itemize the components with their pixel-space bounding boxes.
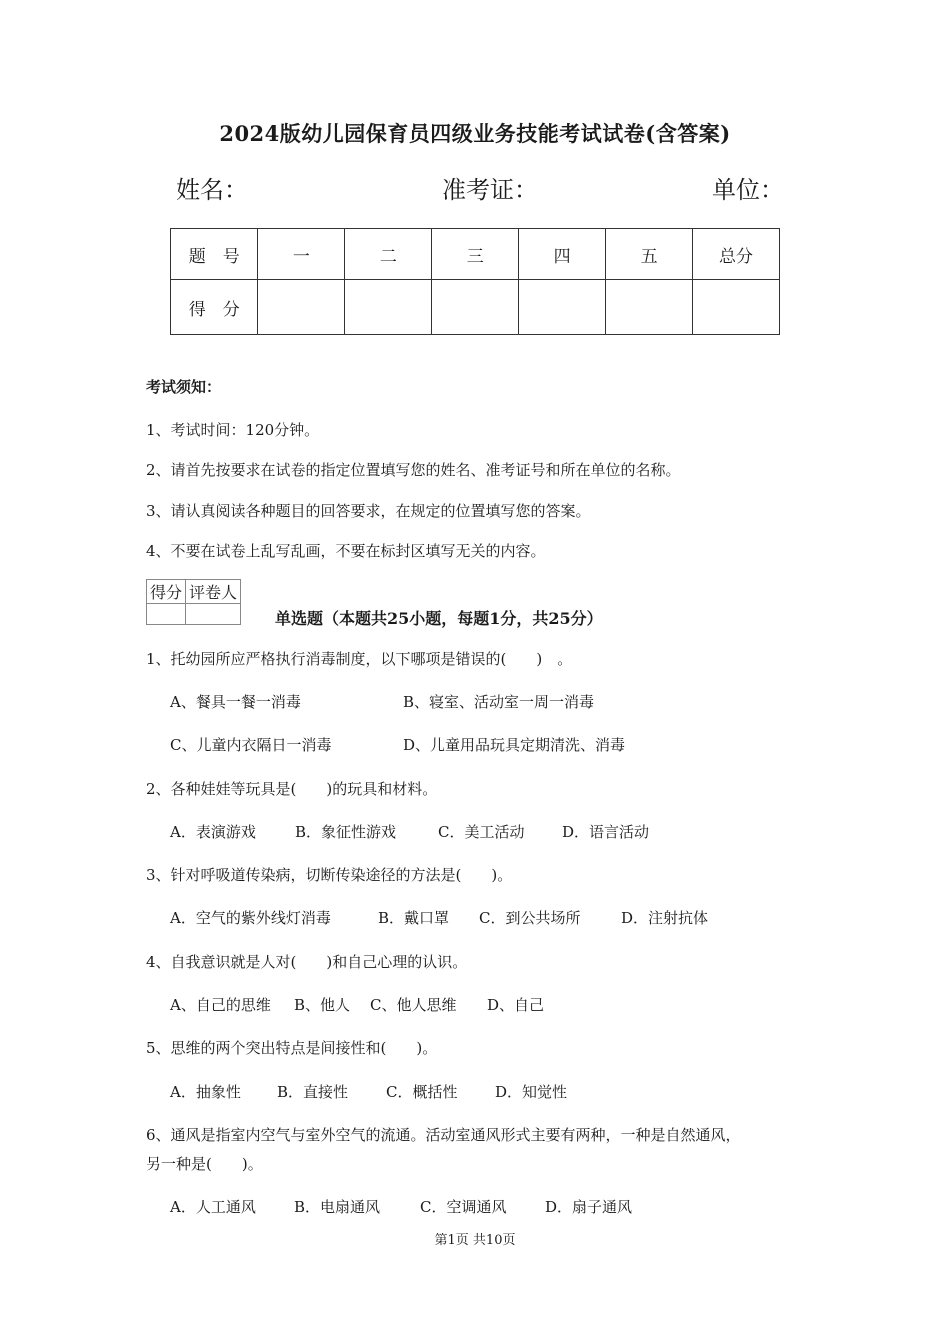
score-cell[interactable] [693,280,780,335]
score-table-score-row [171,280,780,335]
score-table-header-cell: 题 号 [171,229,258,280]
page-footer: 第1页 共10页 [434,1233,516,1248]
grader-name-label: 评卷人 [186,580,241,604]
score-table-header-cell: 二 [345,229,432,280]
score-table-header-cell: 一 [258,229,345,280]
option[interactable]: B．电扇通风 [294,1198,381,1216]
exam-title: 2024版幼儿园保育员四级业务技能考试试卷(含答案) [219,121,731,146]
option[interactable]: B．直接性 [277,1083,349,1101]
question-stem: 1、托幼园所应严格执行消毒制度，以下哪项是错误的( ) 。 [146,650,573,668]
option[interactable]: C、儿童内衣隔日一消毒 [170,736,332,754]
option[interactable]: A．空气的紫外线灯消毒 [170,909,331,927]
notice-heading: 考试须知： [146,378,222,396]
question-stem: 3、针对呼吸道传染病，切断传染途径的方法是( )。 [146,866,513,884]
option[interactable]: D．语言活动 [562,823,650,841]
option[interactable]: C．美工活动 [438,823,525,841]
score-row-label: 得 分 [171,280,258,335]
name-label: 姓名： [176,176,248,204]
option[interactable]: C．概括性 [386,1083,458,1101]
option[interactable]: C．到公共场所 [479,909,581,927]
option[interactable]: A．表演游戏 [170,823,256,841]
question-stem: 6、通风是指室内空气与室外空气的流通。活动室通风形式主要有两种，一种是自然通风， [146,1126,741,1144]
score-table [170,228,780,335]
question-stem-continued: 另一种是( )。 [146,1155,263,1173]
option[interactable]: B．象征性游戏 [295,823,397,841]
notice-item: 3、请认真阅读各种题目的回答要求，在规定的位置填写您的答案。 [146,502,591,520]
option[interactable]: B．戴口罩 [378,909,450,927]
score-table-header-cell: 四 [519,229,606,280]
notice-item: 1、考试时间：120分钟。 [146,421,320,439]
option[interactable]: B、他人 [294,996,351,1014]
question-stem: 4、自我意识就是人对( )和自己心理的认识。 [146,953,468,971]
option[interactable]: A．抽象性 [170,1083,241,1101]
option[interactable]: C．空调通风 [420,1198,507,1216]
exam-id-label: 准考证： [442,176,538,204]
unit-label: 单位： [712,176,784,204]
option[interactable]: D．扇子通风 [545,1198,633,1216]
option[interactable]: B、寝室、活动室一周一消毒 [403,693,595,711]
score-cell[interactable] [606,280,693,335]
grader-score-cell[interactable] [147,604,186,625]
option[interactable]: A．人工通风 [170,1198,256,1216]
score-table-header-cell: 三 [432,229,519,280]
notice-item: 2、请首先按要求在试卷的指定位置填写您的姓名、准考证号和所在单位的名称。 [146,461,681,479]
option[interactable]: A、自己的思维 [170,996,271,1014]
grader-score-label: 得分 [147,580,186,604]
option[interactable]: D、自己 [487,996,545,1014]
option[interactable]: D、儿童用品玩具定期清洗、消毒 [403,736,626,754]
score-cell[interactable] [345,280,432,335]
section-heading: 单选题（本题共25小题，每题1分，共25分） [275,609,603,628]
question-stem: 5、思维的两个突出特点是间接性和( )。 [146,1039,438,1057]
score-cell[interactable] [432,280,519,335]
score-table-header-row [171,229,780,280]
option[interactable]: C、他人思维 [370,996,457,1014]
grader-table [146,579,241,625]
question-stem: 2、各种娃娃等玩具是( )的玩具和材料。 [146,780,438,798]
option[interactable]: D．注射抗体 [621,909,709,927]
notice-item: 4、不要在试卷上乱写乱画，不要在标封区填写无关的内容。 [146,542,546,560]
score-cell[interactable] [258,280,345,335]
option[interactable]: D．知觉性 [495,1083,568,1101]
score-table-header-cell: 五 [606,229,693,280]
score-table-header-cell: 总分 [693,229,780,280]
score-cell[interactable] [519,280,606,335]
grader-name-cell[interactable] [186,604,241,625]
option[interactable]: A、餐具一餐一消毒 [170,693,301,711]
